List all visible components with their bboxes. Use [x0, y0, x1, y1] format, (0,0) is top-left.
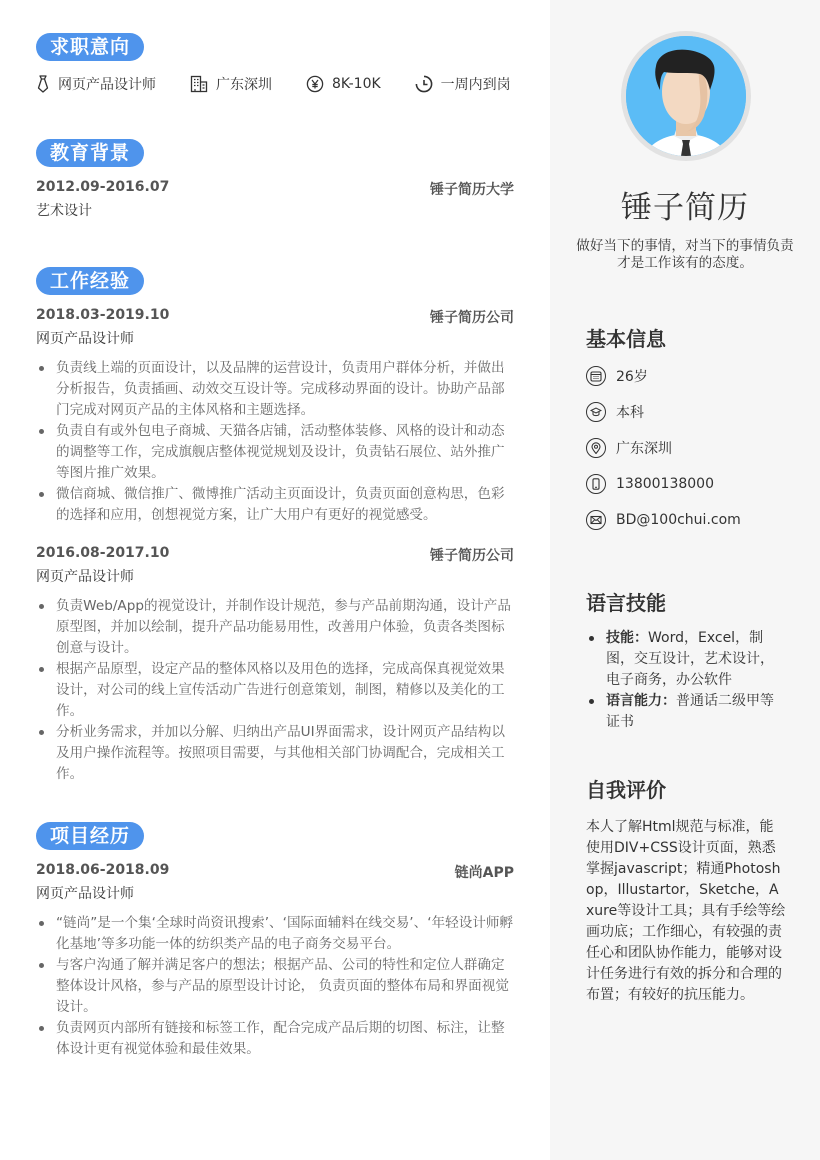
skills-list: [586, 628, 786, 733]
calendar-icon: [586, 366, 606, 386]
work-entry-2-period: 2016.08-2017.10: [36, 545, 170, 561]
info-email: [586, 510, 741, 530]
education-header: [36, 179, 514, 199]
section-title-work: 工作经验: [36, 267, 144, 295]
tie-icon: [36, 75, 50, 93]
graduation-cap-icon: [586, 402, 606, 422]
skill-item: [586, 628, 786, 691]
info-location-text: 广东深圳: [616, 441, 672, 457]
list-item: 与客户沟通了解并满足客户的想法；根据产品、公司的特性和定位人群确定整体设计风格，参与产品的原型设计讨论， 负责页面的整体布局和界面视觉设计。: [36, 955, 514, 1018]
intent-arrival-text: 一周内到岗: [440, 77, 511, 93]
work-entry-1-header: [36, 307, 514, 327]
intent-salary-text: 8K-10K: [332, 76, 381, 92]
list-item: 微信商城、微信推广、微博推广活动主页面设计，负责页面创意构思，色彩的选择和应用，创想视觉方案，让广大用户有更好的视觉感受。: [36, 484, 514, 526]
info-email-text: BD@100chui.com: [616, 512, 741, 528]
project-name: 链尚APP: [454, 865, 514, 881]
education-major: 艺术设计: [36, 203, 92, 219]
work-entry-1-bullets: [36, 358, 514, 526]
location-pin-icon: [586, 438, 606, 458]
info-location: [586, 438, 672, 458]
skill-label: 语言能力：: [606, 693, 676, 709]
phone-icon: [586, 474, 606, 494]
project-period: 2018.06-2018.09: [36, 862, 170, 878]
skill-label: 技能：: [606, 630, 648, 646]
list-item: 负责线上端的页面设计，以及品牌的运营设计，负责用户群体分析，并做出分析报告，负责插画、动效交互设计等。完成移动界面的设计。协助产品部门完成对网页产品的主体风格和主题选择。: [36, 358, 514, 421]
info-education-text: 本科: [616, 405, 644, 421]
list-item: 负责Web/App的视觉设计，并制作设计规范，参与产品前期沟通，设计产品原型图，并加以绘制，提升产品功能易用性，改善用户体验，负责各类图标创意与设计。: [36, 596, 514, 659]
info-phone-text: 13800138000: [616, 476, 714, 492]
work-entry-2-company: 锤子简历公司: [430, 548, 514, 564]
intent-city-text: 广东深圳: [216, 77, 272, 93]
education-school: 锤子简历大学: [430, 182, 514, 198]
work-entry-1-company: 锤子简历公司: [430, 310, 514, 326]
skill-text: Word，Excel，制图，交互设计，艺术设计，电子商务，办公软件: [606, 630, 774, 688]
work-entry-2-role: 网页产品设计师: [36, 569, 134, 585]
clock-icon: [415, 75, 433, 93]
section-title-intent: 求职意向: [36, 33, 144, 61]
self-eval-title: 自我评价: [586, 778, 666, 802]
info-age-text: 26岁: [616, 369, 648, 385]
work-entry-2-header: [36, 545, 514, 565]
profile-name: 锤子简历: [621, 190, 749, 226]
intent-position-text: 网页产品设计师: [58, 77, 156, 93]
intent-position: [36, 74, 156, 94]
basic-info-title: 基本信息: [586, 327, 666, 351]
profile-motto: 做好当下的事情，对当下的事情负责才是工作该有的态度。: [576, 238, 794, 271]
job-intent-row: [36, 74, 545, 94]
yen-icon: [306, 75, 324, 93]
info-age: [586, 366, 648, 386]
intent-city: [190, 74, 272, 94]
intent-salary: [306, 75, 381, 93]
info-phone: [586, 474, 714, 494]
list-item: “链尚”是一个集‘全球时尚资讯搜索’、‘国际面辅料在线交易’、‘年轻设计师孵化基地’等多功能一体的纺织类产品的电子商务交易平台。: [36, 913, 514, 955]
section-title-project: 项目经历: [36, 822, 144, 850]
list-item: 负责自有或外包电子商城、天猫各店铺，活动整体装修、风格的设计和动态的调整等工作，完成旗舰店整体视觉规划及设计，负责钻石展位、站外推广等图片推广效果。: [36, 421, 514, 484]
skill-item: [586, 691, 786, 733]
project-bullets: [36, 913, 514, 1060]
work-entry-2-bullets: [36, 596, 514, 785]
building-icon: [190, 75, 208, 93]
intent-arrival: [415, 74, 511, 94]
person-avatar-icon: [626, 36, 746, 156]
avatar: [621, 31, 751, 161]
section-title-education: 教育背景: [36, 139, 144, 167]
list-item: 负责网页内部所有链接和标签工作，配合完成产品后期的切图、标注，让整体设计更有视觉体验和最佳效果。: [36, 1018, 514, 1060]
list-item: 分析业务需求，并加以分解、归纳出产品UI界面需求，设计网页产品结构以及用户操作流程等。按照项目需要，与其他相关部门协调配合，完成相关工作。: [36, 722, 514, 785]
project-role: 网页产品设计师: [36, 886, 134, 902]
work-entry-1-period: 2018.03-2019.10: [36, 307, 170, 323]
education-period: 2012.09-2016.07: [36, 179, 170, 195]
self-eval-text: 本人了解Html规范与标准，能使用DIV+CSS设计页面，熟悉掌握javascript；精通Photoshop，Illustartor，Sketche，Axure等设计工具；具有手绘等绘画功底；工作细心，有较强的责任心和团队协作能力，能够对设计任务进行有效的拆分和合理的布置；有较好的抗压能力。: [586, 819, 786, 1003]
info-education: [586, 402, 644, 422]
skills-title: 语言技能: [586, 591, 666, 615]
skill-text: 普通话二级甲等证书: [606, 693, 774, 730]
project-header: [36, 862, 514, 882]
mail-icon: [586, 510, 606, 530]
list-item: 根据产品原型，设定产品的整体风格以及用色的选择，完成高保真视觉效果设计，对公司的线上宣传活动广告进行创意策划，制图，精修以及美化的工作。: [36, 659, 514, 722]
work-entry-1-role: 网页产品设计师: [36, 331, 134, 347]
